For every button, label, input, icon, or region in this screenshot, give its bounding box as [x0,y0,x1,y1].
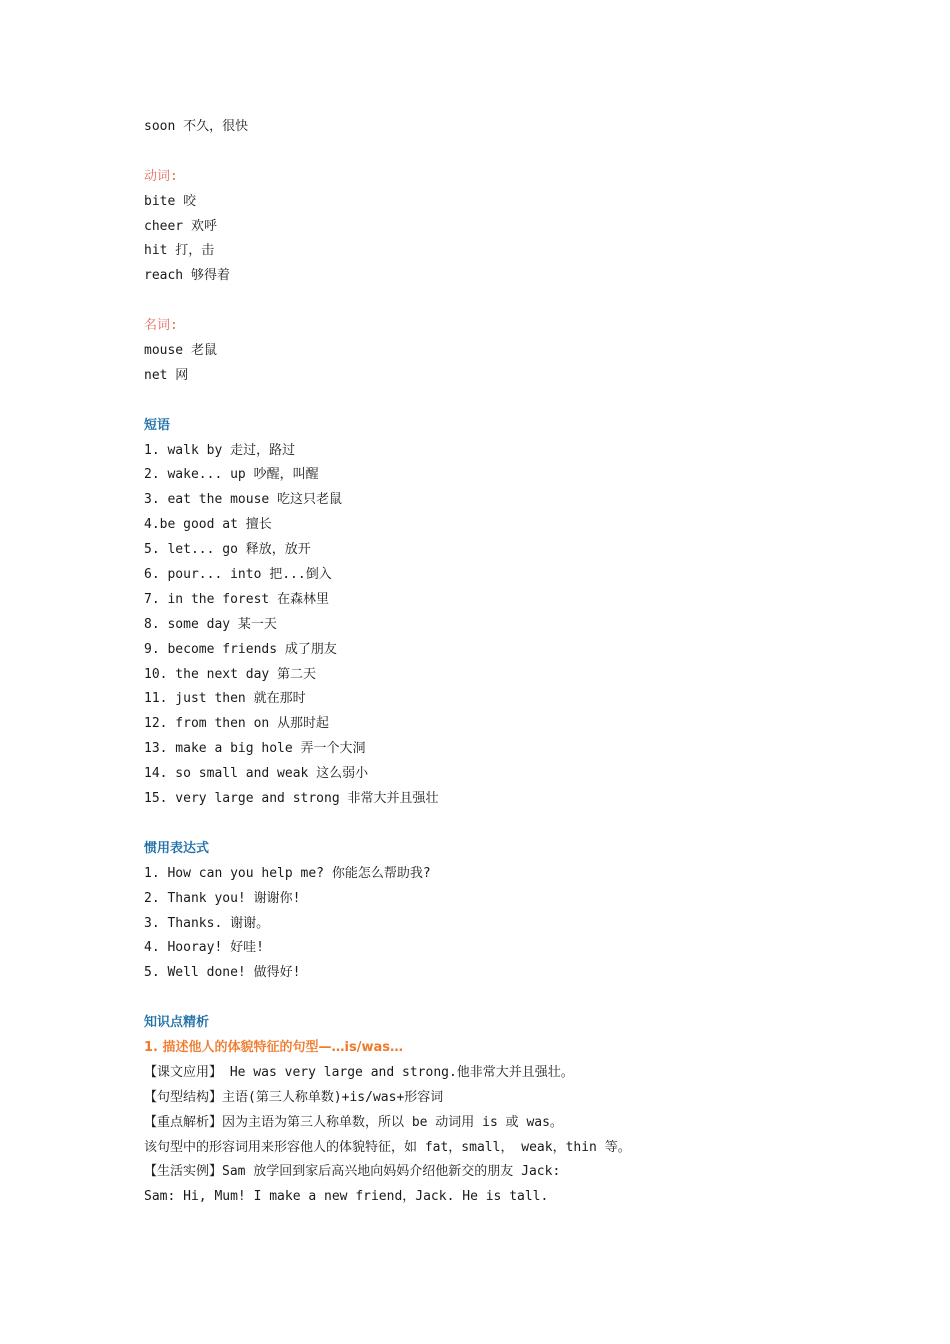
knowledge-line: 【生活实例】Sam 放学回到家后高兴地向妈妈介绍他新交的朋友 Jack: [144,1164,561,1180]
phrase-item: 15. very large and strong 非常大并且强壮 [144,791,439,807]
knowledge-heading: 知识点精析 [144,1015,210,1031]
phrase-item: 12. from then on 从那时起 [144,716,330,732]
vocab-item: cheer 欢呼 [144,218,217,234]
phrase-item: 11. just then 就在那时 [144,691,306,707]
expression-item: 4. Hooray! 好哇! [144,940,264,956]
phrase-item: 6. pour... into 把...倒入 [144,567,332,583]
phrase-item: 1. walk by 走过，路过 [144,442,296,458]
phrase-item: 2. wake... up 吵醒，叫醒 [144,467,319,483]
phrases-heading: 短语 [144,417,171,433]
knowledge-line: 该句型中的形容词用来形容他人的体貌特征，如 fat，small， weak，thin 等。 [144,1139,631,1155]
verbs-label: 动词: [144,168,178,184]
spacer [144,986,844,1011]
expression-item: 2. Thank you! 谢谢你! [144,890,301,906]
phrase-item: 5. let... go 释放，放开 [144,542,311,558]
spacer [144,389,844,414]
knowledge-line: 【课文应用】 He was very large and strong.他非常大并且强壮。 [144,1064,574,1080]
vocab-item: net 网 [144,367,189,383]
spacer [144,140,844,165]
expression-item: 3. Thanks. 谢谢。 [144,915,270,931]
phrase-item: 13. make a big hole 弄一个大洞 [144,741,366,757]
vocab-item: hit 打，击 [144,243,215,259]
phrase-item: 4.be good at 擅长 [144,517,272,533]
phrase-item: 8. some day 某一天 [144,616,277,632]
vocab-item: reach 够得着 [144,268,230,284]
spacer [144,289,844,314]
spacer [144,812,844,837]
vocab-soon: soon 不久，很快 [144,119,249,134]
phrase-item: 9. become friends 成了朋友 [144,641,337,657]
expressions-heading: 惯用表达式 [144,840,210,856]
phrase-item: 10. the next day 第二天 [144,666,317,682]
vocab-item: bite 咬 [144,193,197,209]
nouns-label: 名词: [144,318,178,334]
phrase-item: 3. eat the mouse 吃这只老鼠 [144,492,343,508]
document-page [144,115,844,1210]
knowledge-line: 【句型结构】主语(第三人称单数)+is/was+形容词 [144,1089,444,1105]
expression-item: 5. Well done! 做得好! [144,965,301,981]
phrase-item: 7. in the forest 在森林里 [144,591,330,607]
phrase-item: 14. so small and weak 这么弱小 [144,766,369,782]
knowledge-line: Sam: Hi, Mum! I make a new friend，Jack. He is tall. [144,1189,549,1205]
expression-item: 1. How can you help me? 你能怎么帮助我? [144,865,431,881]
vocab-item: mouse 老鼠 [144,343,217,359]
knowledge-line: 【重点解析】因为主语为第三人称单数，所以 be 动词用 is 或 was。 [144,1114,563,1130]
knowledge-subheading: 1. 描述他人的体貌特征的句型—…is/was… [144,1039,403,1055]
